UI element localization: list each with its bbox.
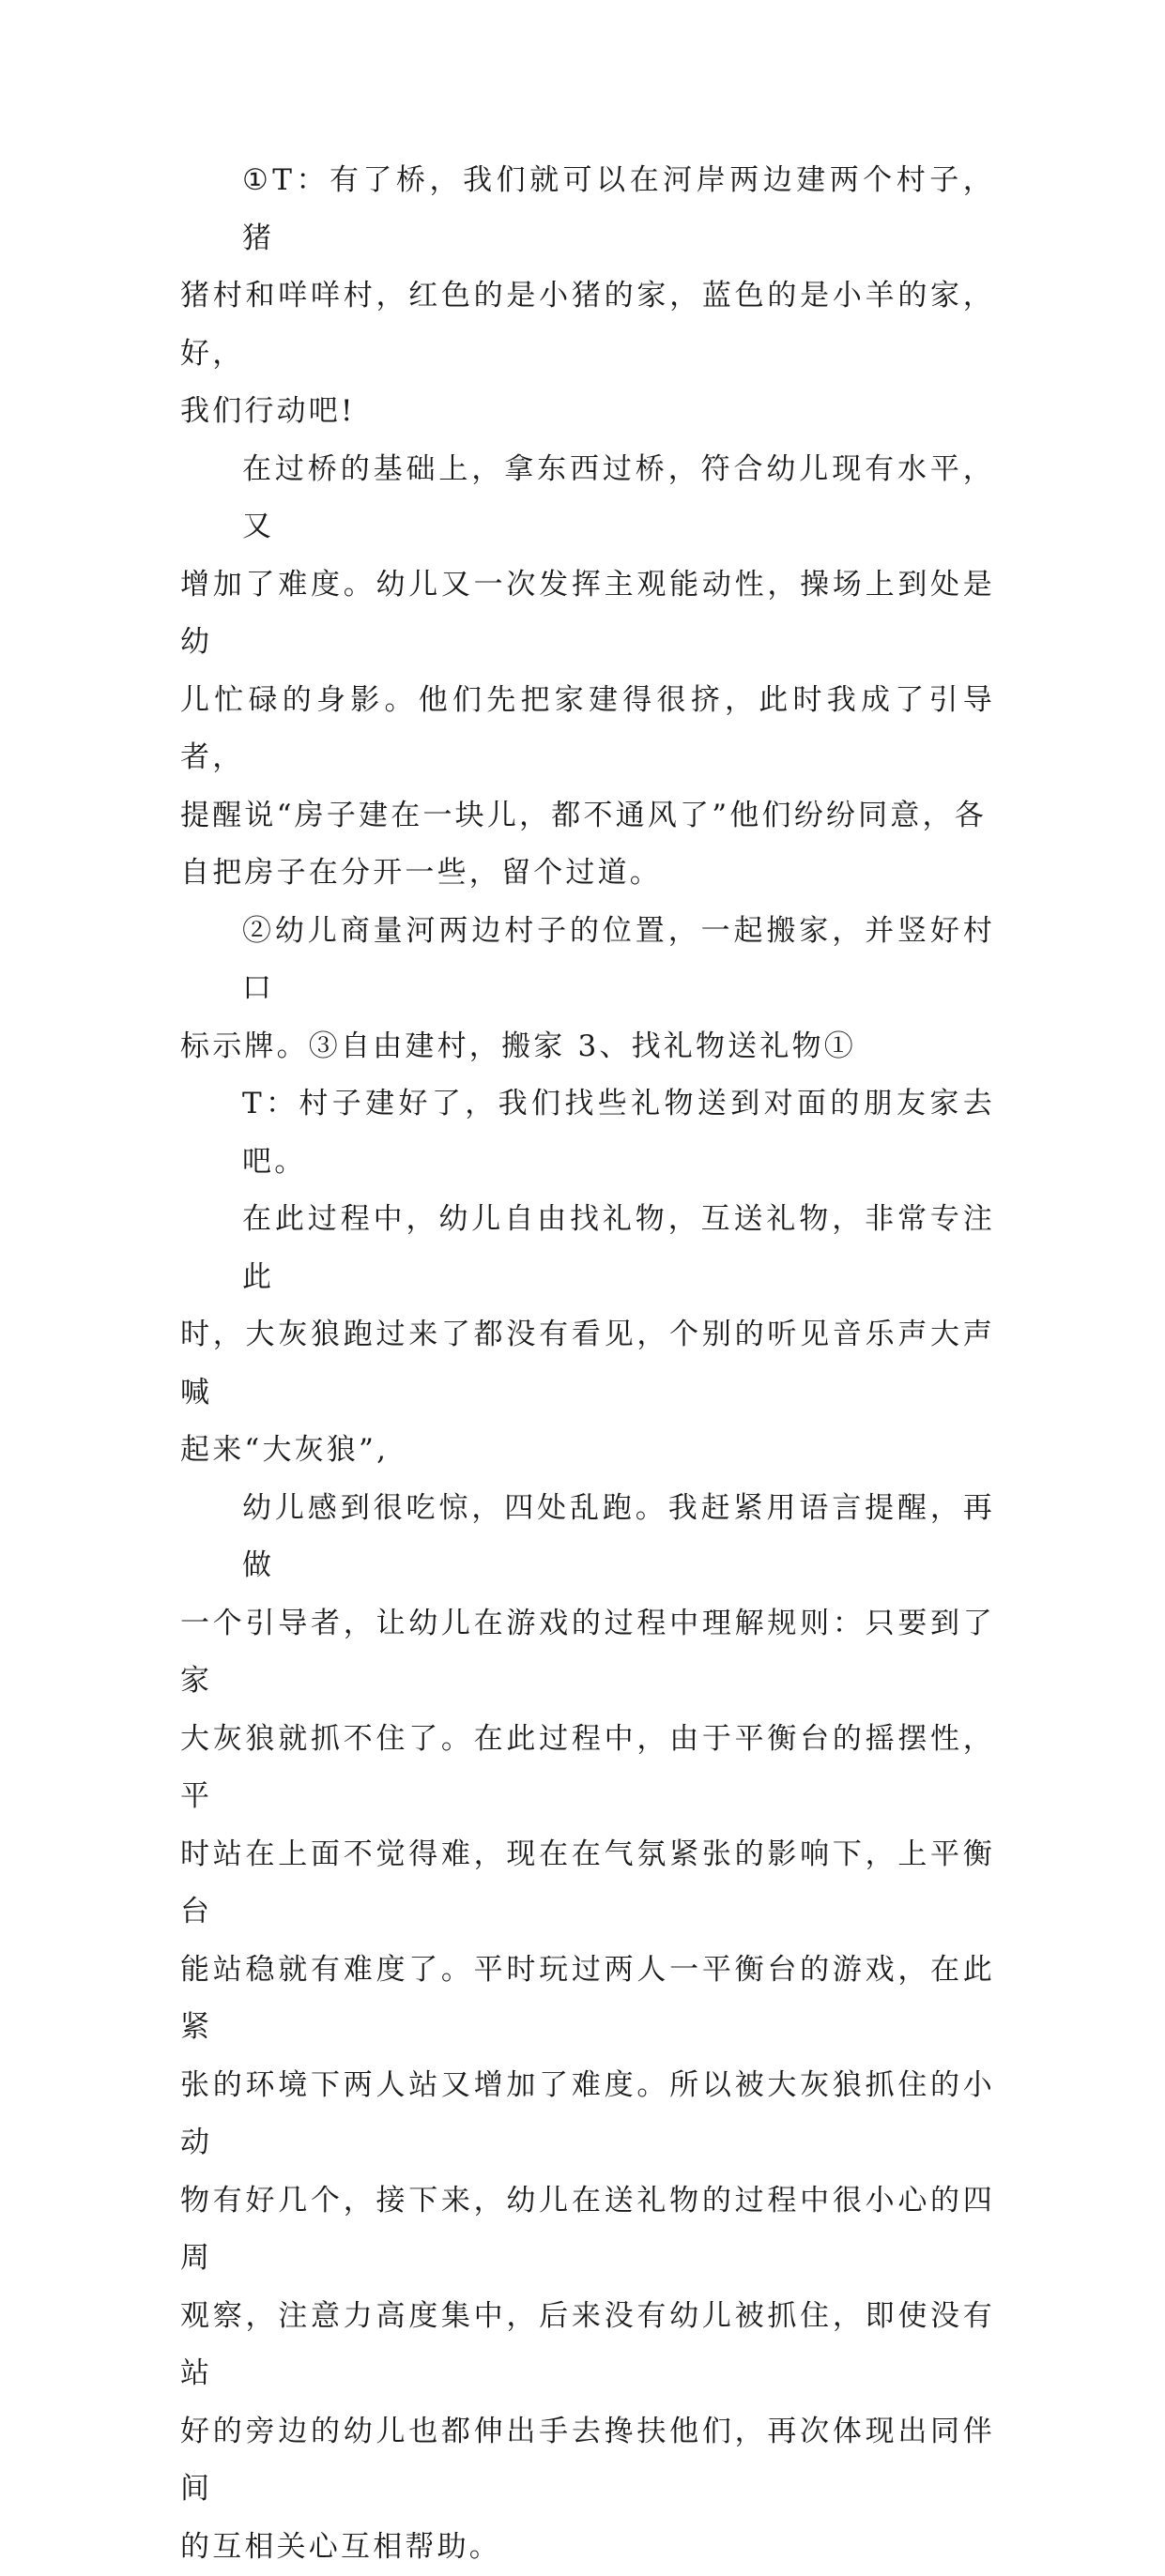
text-line: 好的旁边的幼儿也都伸出手去搀扶他们，再次体现出同伴间 [180, 2403, 995, 2519]
text-line: 标示牌。③自由建村，搬家 3、找礼物送礼物① [180, 1018, 995, 1076]
text-line: 的互相关心互相帮助。 [180, 2519, 995, 2576]
text-line: 我们行动吧! [180, 383, 995, 441]
text-line: 能站稳就有难度了。平时玩过两人一平衡台的游戏，在此紧 [180, 1942, 995, 2057]
text-line: 物有好几个，接下来，幼儿在送礼物的过程中很小心的四周 [180, 2172, 995, 2288]
text-line: 在此过程中，幼儿自由找礼物，互送礼物，非常专注此 [180, 1191, 995, 1306]
paragraph [180, 1480, 995, 2576]
text-line: ①T：有了桥，我们就可以在河岸两边建两个村子，猪 [180, 152, 995, 267]
text-line: 一个引导者，让幼儿在游戏的过程中理解规则：只要到了家 [180, 1595, 995, 1711]
text-line: 起来“大灰狼”, [180, 1422, 995, 1480]
paragraph [180, 1075, 995, 1191]
paragraph [180, 903, 995, 1076]
text-line: 大灰狼就抓不住了。在此过程中，由于平衡台的摇摆性，平 [180, 1711, 995, 1826]
paragraph [180, 152, 995, 441]
text-line: 儿忙碌的身影。他们先把家建得很挤，此时我成了引导者， [180, 672, 995, 787]
text-line: 时，大灰狼跑过来了都没有看见，个别的听见音乐声大声喊 [180, 1306, 995, 1422]
text-line: 时站在上面不觉得难，现在在气氛紧张的影响下，上平衡台 [180, 1826, 995, 1942]
paragraph [180, 441, 995, 903]
text-line: 张的环境下两人站又增加了难度。所以被大灰狼抓住的小动 [180, 2057, 995, 2172]
text-line: 提醒说“房子建在一块儿，都不通风了”他们纷纷同意，各 [180, 787, 995, 846]
text-line: 自把房子在分开一些，留个过道。 [180, 845, 995, 903]
text-line: T：村子建好了，我们找些礼物送到对面的朋友家去吧。 [180, 1075, 995, 1191]
text-line: 在过桥的基础上，拿东西过桥，符合幼儿现有水平，又 [180, 441, 995, 556]
text-line: 观察，注意力高度集中，后来没有幼儿被抓住，即使没有站 [180, 2288, 995, 2403]
text-line: 幼儿感到很吃惊，四处乱跑。我赶紧用语言提醒，再做 [180, 1480, 995, 1595]
document-body [180, 152, 995, 2576]
paragraph [180, 1191, 995, 1480]
text-line: ②幼儿商量河两边村子的位置，一起搬家，并竖好村口 [180, 903, 995, 1018]
text-line: 猪村和咩咩村，红色的是小猪的家，蓝色的是小羊的家，好， [180, 267, 995, 383]
text-line: 增加了难度。幼儿又一次发挥主观能动性，操场上到处是幼 [180, 556, 995, 672]
